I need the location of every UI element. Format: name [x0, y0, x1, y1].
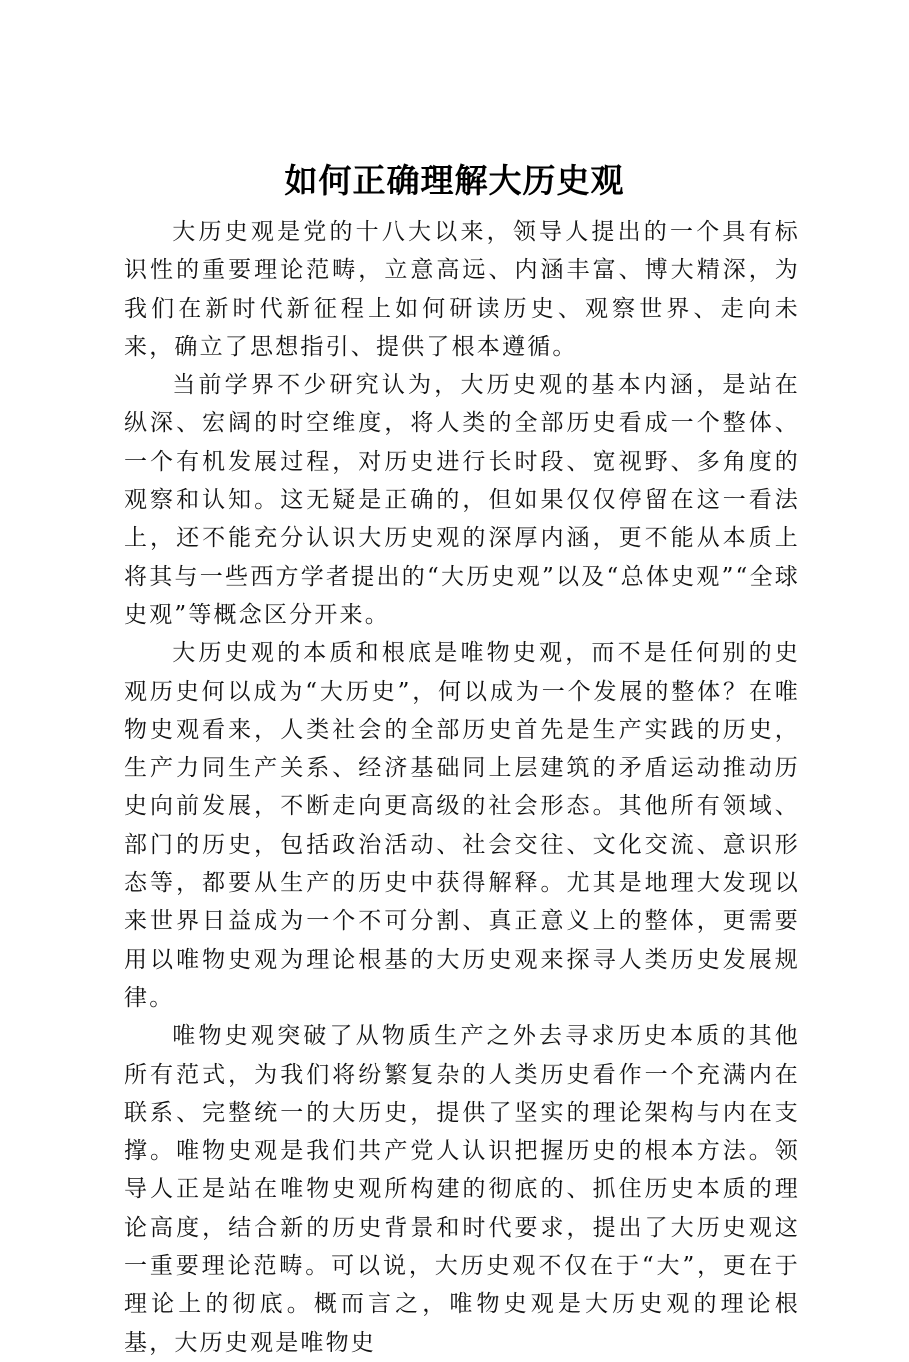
- paragraph-2: 当前学界不少研究认为，大历史观的基本内涵，是站在纵深、宏阔的时空维度，将人类的全部历史看成一个整体、一个有机发展过程，对历史进行长时段、宽视野、多角度的观察和认知。这无疑是正确的，但如果仅仅停留在这一看法上，还不能充分认识大历史观的深厚内涵，更不能从本质上将其与一些西方学者提出的“大历史观”以及“总体史观”“全球史观”等概念区分开来。: [124, 372, 800, 628]
- document-body: [124, 213, 800, 1362]
- paragraph-4: 唯物史观突破了从物质生产之外去寻求历史本质的其他所有范式，为我们将纷繁复杂的人类历史看作一个充满内在联系、完整统一的大历史，提供了坚实的理论架构与内在支撑。唯物史观是我们共产党人认识把握历史的根本方法。领导人正是站在唯物史观所构建的彻底的、抓住历史本质的理论高度，结合新的历史背景和时代要求，提出了大历史观这一重要理论范畴。可以说，大历史观不仅在于“大”，更在于理论上的彻底。概而言之，唯物史观是大历史观的理论根基，大历史观是唯物史: [124, 1023, 800, 1356]
- document-title: 如何正确理解大历史观: [284, 161, 625, 200]
- paragraph-3: 大历史观的本质和根底是唯物史观，而不是任何别的史观历史何以成为“大历史”，何以成为一个发展的整体？在唯物史观看来，人类社会的全部历史首先是生产实践的历史，生产力同生产关系、经济基础同上层建筑的矛盾运动推动历史向前发展，不断走向更高级的社会形态。其他所有领域、部门的历史，包括政治活动、社会交往、文化交流、意识形态等，都要从生产的历史中获得解释。尤其是地理大发现以来世界日益成为一个不可分割、真正意义上的整体，更需要用以唯物史观为理论根基的大历史观来探寻人类历史发展规律。: [124, 640, 800, 1011]
- paragraph-1: 大历史观是党的十八大以来，领导人提出的一个具有标识性的重要理论范畴，立意高远、内涵丰富、博大精深，为我们在新时代新征程上如何研读历史、观察世界、走向未来，确立了思想指引、提供了根本遵循。: [124, 219, 800, 360]
